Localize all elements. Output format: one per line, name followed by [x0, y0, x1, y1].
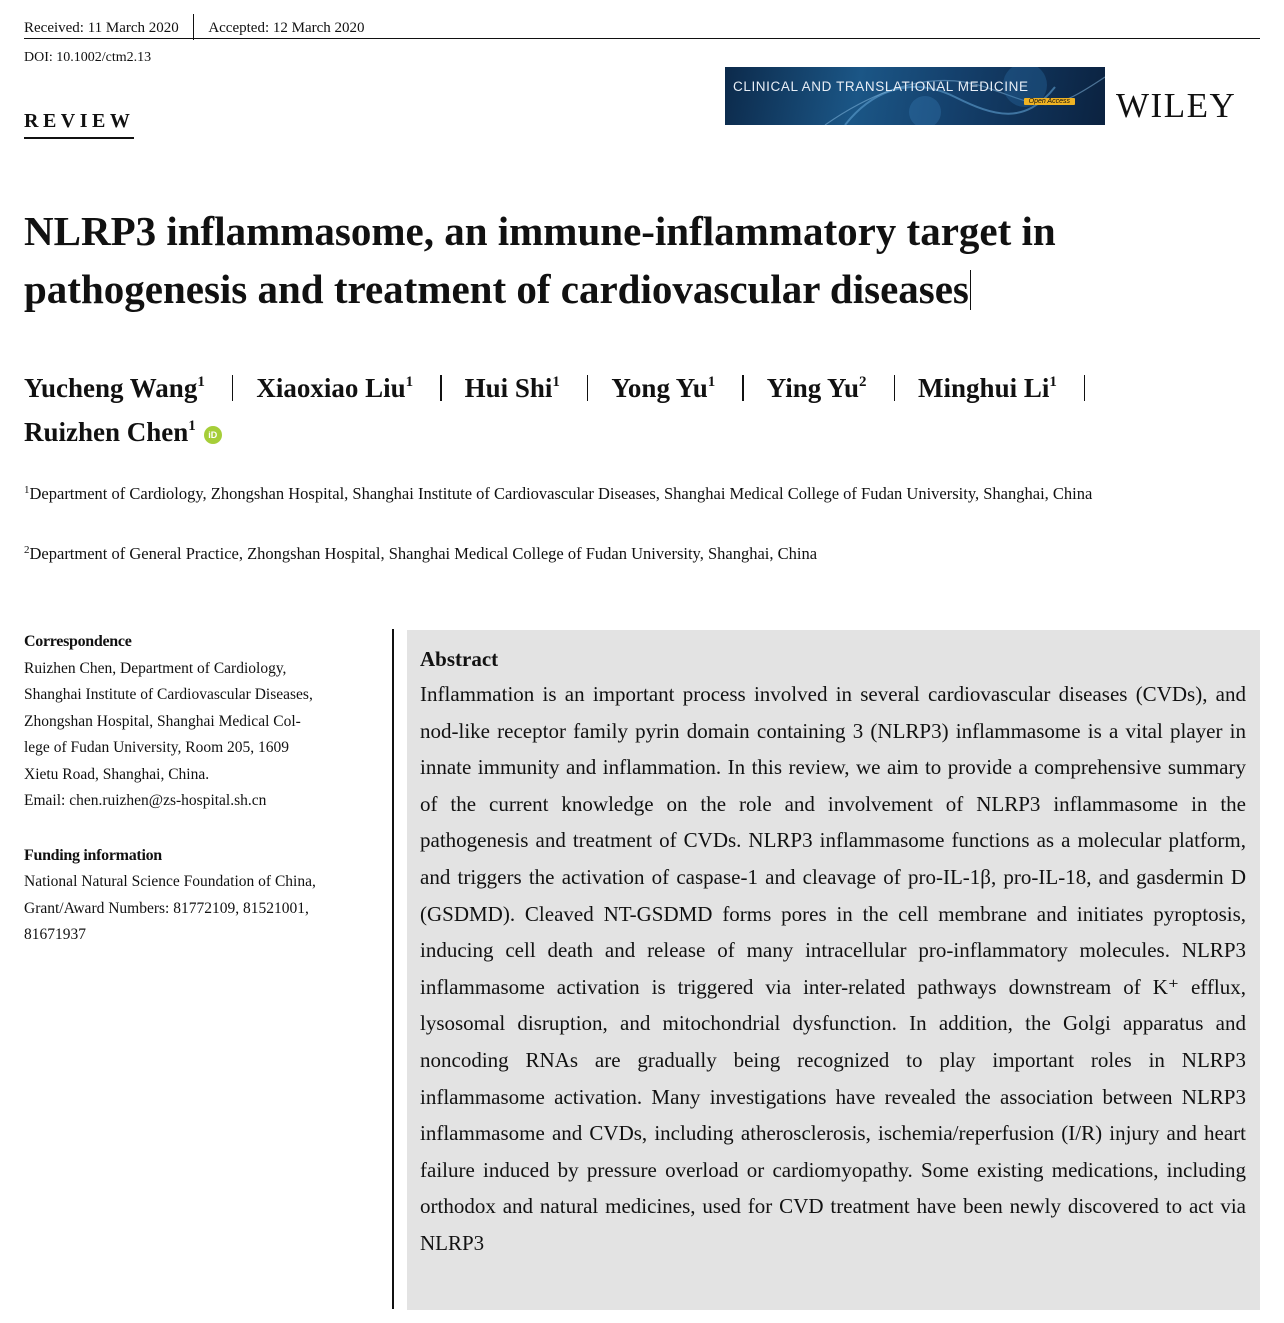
date-separator: [193, 14, 195, 40]
author-separator: [894, 375, 896, 401]
author-list: [24, 366, 1264, 454]
article-title: [24, 202, 1260, 318]
open-access-badge: Open Access: [1024, 98, 1075, 105]
doi[interactable]: DOI: 10.1002/ctm2.13: [24, 50, 152, 65]
correspondence-text: Ruizhen Chen, Department of Cardiology, Shanghai Institute of Cardiovascular Diseases, Zhongshan Hospital, Shanghai Medical Col- lege of Fudan University, Room 205, 1609 Xietu Road, Shanghai, China. Email: chen.ruizhen@zs-hospital.sh.cn: [24, 659, 313, 809]
author[interactable]: Xiaoxiao Liu$^1$: [256, 373, 414, 403]
correspondence-email[interactable]: Email: chen.ruizhen@zs-hospital.sh.cn: [24, 792, 267, 809]
author-separator: [1084, 375, 1086, 401]
affiliation-2: $^2$Department of General Practice, Zhongshan Hospital, Shanghai Medical College of Fudan University, Shanghai, China: [24, 544, 818, 563]
publisher-logo[interactable]: WILEY: [1116, 86, 1237, 125]
author[interactable]: Minghui Li$^1$: [918, 373, 1057, 403]
side-info: [24, 629, 386, 949]
journal-banner[interactable]: [725, 67, 1105, 125]
header-rule: [24, 38, 1260, 39]
correspondence-heading: Correspondence: [24, 633, 132, 650]
journal-title: CLINICAL AND TRANSLATIONAL MEDICINE: [733, 79, 1029, 94]
article-dates: [24, 14, 365, 40]
received-date: Received: 11 March 2020: [24, 20, 179, 36]
title-line-2: pathogenesis and treatment of cardiovascular diseases: [24, 266, 969, 312]
author-separator: [587, 375, 589, 401]
section-label: REVIEW: [24, 110, 134, 139]
text-cursor: [970, 270, 972, 310]
author-separator: [440, 375, 442, 401]
author-separator: [742, 375, 744, 401]
author-separator: [232, 375, 234, 401]
orcid-icon[interactable]: iD: [204, 426, 222, 444]
banner-artwork: [725, 67, 1105, 125]
abstract-box: [407, 630, 1260, 1310]
author[interactable]: Hui Shi$^1$: [464, 373, 560, 403]
funding-heading: Funding information: [24, 846, 162, 864]
author[interactable]: Ruizhen Chen$^1$: [24, 417, 196, 447]
abstract-text: Inflammation is an important process involved in several cardiovascular diseases (CVDs), and nod-like receptor family pyrin domain containing 3 (NLRP3) inflammasome is a vital player in innate immunity and inflammation. In this review, we aim to provide a comprehensive summary of the current knowledge on the role and involvement of NLRP3 inflammasome in the pathogenesis and treatment of CVDs. NLRP3 inflammasome functions as a molecular platform, and triggers the activation of caspase-1 and cleavage of pro-IL-1β, pro-IL-18, and gasdermin D (GSDMD). Cleaved NT-GSDMD forms pores in the cell membrane and initiates pyroptosis, inducing cell death and release of many intracellular pro-inflammatory molecules. NLRP3 inflammasome activation is triggered via inter-related pathways downstream of K⁺ efflux, lysosomal disruption, and mitochondrial dysfunction. In addition, the Golgi apparatus and noncoding RNAs are gradually being recognized to play important roles in NLRP3 inflammasome activation. Many investigations have revealed the association between NLRP3 inflammasome and CVDs, including atherosclerosis, ischemia/reperfusion (I/R) injury and heart failure induced by pressure overload or cardiomyopathy. Some existing medications, including orthodox and natural medicines, used for CVD treatment have been newly discovered to act via NLRP3: [420, 682, 1246, 1255]
column-divider: [392, 629, 394, 1309]
author[interactable]: Yong Yu$^1$: [611, 373, 716, 403]
author[interactable]: Yucheng Wang$^1$: [24, 373, 205, 403]
affiliation-1: $^1$Department of Cardiology, Zhongshan Hospital, Shanghai Institute of Cardiovascular Diseases, Shanghai Medical College of Fudan University, Shanghai, China: [24, 484, 1093, 503]
abstract-heading: Abstract: [420, 647, 499, 671]
funding-text: National Natural Science Foundation of China, Grant/Award Numbers: 81772109, 81521001, 81671937: [24, 873, 316, 943]
author[interactable]: Ying Yu$^2$: [766, 373, 867, 403]
accepted-date: Accepted: 12 March 2020: [208, 20, 365, 36]
title-line-1: NLRP3 inflammasome, an immune-inflammatory target in: [24, 208, 1056, 254]
